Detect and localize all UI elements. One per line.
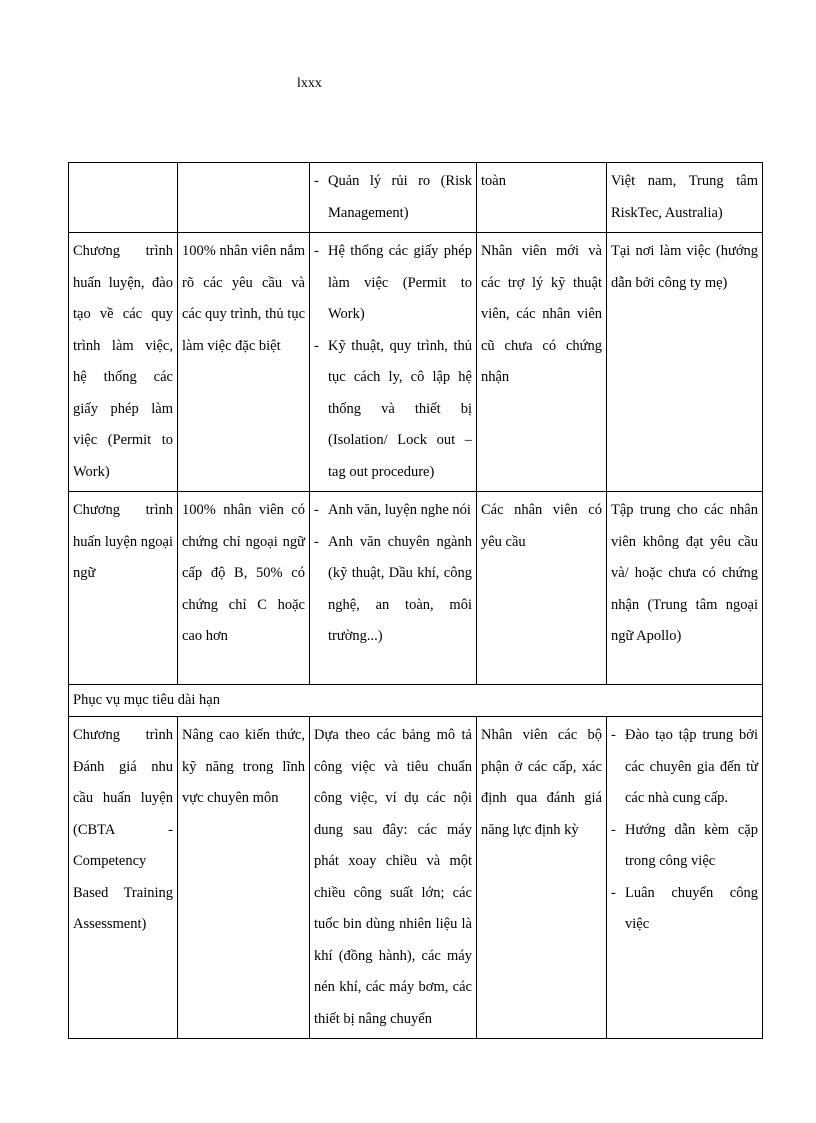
list-item: - Quản lý rủi ro (Risk Management): [314, 173, 472, 221]
table-cell: 100% nhân viên nắm rõ các yêu cầu và các quy trình, thủ tục làm việc đặc biệt: [178, 233, 310, 492]
table-cell: [310, 233, 477, 492]
table-cell: Tập trung cho các nhân viên không đạt yêu cầu và/ hoặc chưa có chứng nhận (Trung tâm ngoại ngữ Apollo): [607, 492, 763, 685]
table-cell: [69, 163, 178, 233]
table-cell: 100% nhân viên có chứng chỉ ngoại ngữ cấp độ B, 50% có chứng chỉ C hoặc cao hơn: [178, 492, 310, 685]
list-item: - Đào tạo tập trung bởi các chuyên gia đến từ các nhà cung cấp.: [611, 727, 758, 806]
table-cell: Nhân viên mới và các trợ lý kỹ thuật viên, các nhân viên cũ chưa có chứng nhận: [477, 233, 607, 492]
table-cell: Dựa theo các bảng mô tả công việc và tiêu chuẩn công việc, ví dụ các nội dung sau đây: các máy phát xoay chiều và một chiều công suất lớn; các tuốc bin dùng nhiên liệu là khí (đồng hành), các máy nén khí, các máy bơm, các thiết bị nâng chuyển: [310, 717, 477, 1039]
list-item: - Anh văn chuyên ngành (kỹ thuật, Dầu khí, công nghệ, an toàn, môi trường...): [314, 533, 472, 644]
table-row: [69, 492, 763, 685]
section-row: [69, 685, 763, 717]
list-item: - Hệ thống các giấy phép làm việc (Permit to Work): [314, 243, 472, 322]
table-cell: Chương trình huấn luyện, đào tạo về các quy trình làm việc, hệ thống các giấy phép làm việc (Permit to Work): [69, 233, 178, 492]
table-row: [69, 717, 763, 1039]
table-cell: Nhân viên các bộ phận ở các cấp, xác định qua đánh giá năng lực định kỳ: [477, 717, 607, 1039]
section-heading: Phục vụ mục tiêu dài hạn: [69, 685, 763, 717]
table-cell: [607, 717, 763, 1039]
list-item: - Kỹ thuật, quy trình, thủ tục cách ly, cô lập hệ thống và thiết bị (Isolation/ Lock out – tag out procedure): [314, 337, 472, 480]
table-cell: Việt nam, Trung tâm RiskTec, Australia): [607, 163, 763, 233]
training-plan-table: [68, 162, 763, 1039]
table-cell: [310, 492, 477, 685]
list-item: - Hướng dẫn kèm cặp trong công việc: [611, 821, 758, 869]
table-cell: Tại nơi làm việc (hướng dẫn bởi công ty mẹ): [607, 233, 763, 492]
page-number: lxxx: [297, 76, 322, 91]
table-cell: Chương trình huấn luyện ngoại ngữ: [69, 492, 178, 685]
table-cell: [310, 163, 477, 233]
table-cell: [178, 163, 310, 233]
table-cell: toàn: [477, 163, 607, 233]
list-item: - Anh văn, luyện nghe nói: [314, 502, 471, 518]
table-cell: Chương trình Đánh giá nhu cầu huấn luyện (CBTA - Competency Based Training Assessment): [69, 717, 178, 1039]
table-cell: Các nhân viên có yêu cầu: [477, 492, 607, 685]
list-item: - Luân chuyển công việc: [611, 884, 758, 932]
table-row: [69, 163, 763, 233]
table-row: [69, 233, 763, 492]
table-cell: Nâng cao kiến thức, kỹ năng trong lĩnh vực chuyên môn: [178, 717, 310, 1039]
